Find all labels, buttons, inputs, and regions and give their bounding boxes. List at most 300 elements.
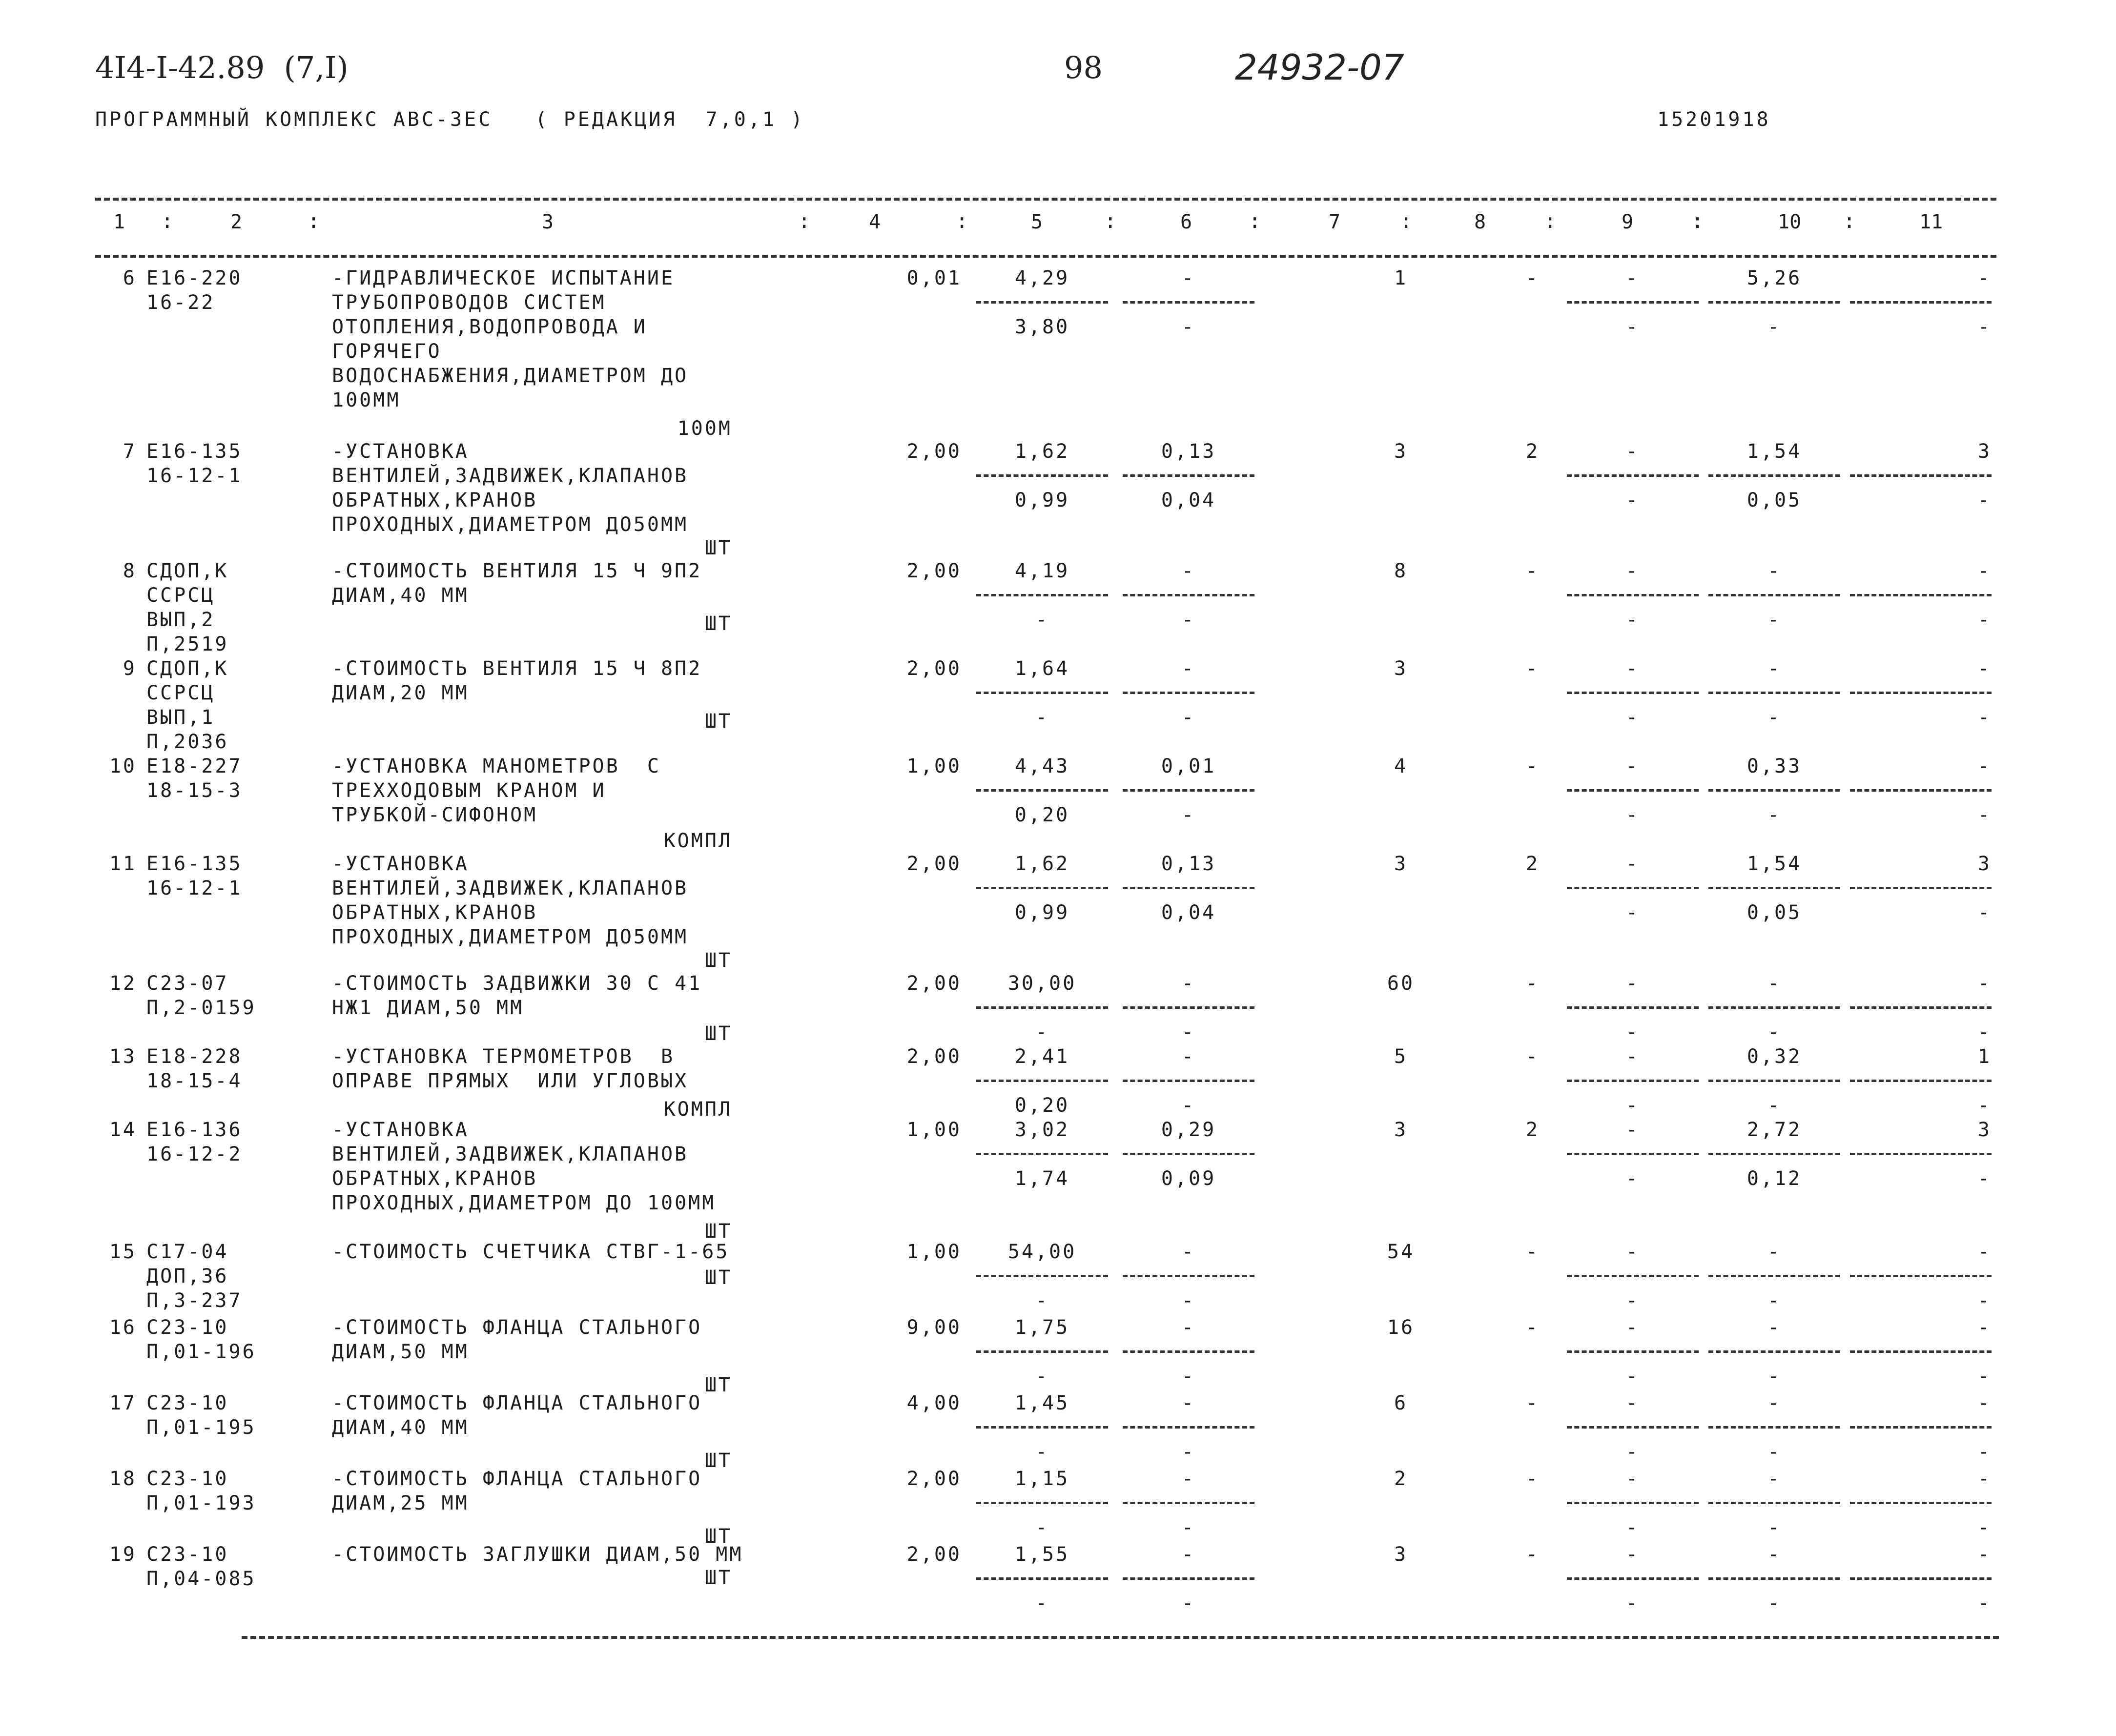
machine-cost: 0,29: [1161, 1119, 1216, 1141]
unit-of-measure: ШТ: [704, 949, 732, 972]
machine-total: -: [1625, 853, 1640, 875]
machine-cost: -: [1181, 1241, 1196, 1263]
page-number: 98: [1064, 50, 1103, 85]
machine-cost-wages: -: [1181, 1021, 1196, 1043]
subtotal-dash-line: [1708, 1502, 1840, 1504]
col-separator: :: [1843, 209, 1856, 233]
rate-code: С23-10 П,01-195: [146, 1392, 256, 1439]
labor-total-machinists: -: [1977, 1167, 1992, 1190]
subtotal-dash-line: [1708, 594, 1840, 596]
labor-per-unit-machinists: -: [1767, 1021, 1782, 1043]
unit-cost: 4,19: [1014, 560, 1070, 582]
machine-total: -: [1625, 1316, 1640, 1339]
work-description: -СТОИМОСТЬ ФЛАНЦА СТАЛЬНОГО ДИАМ,50 ММ: [332, 1316, 702, 1363]
row-number: 15: [109, 1241, 137, 1263]
machine-total: -: [1625, 440, 1640, 463]
row-number: 17: [109, 1392, 137, 1414]
quantity: 2,00: [906, 1468, 962, 1490]
rate-code: Е16-135 16-12-1: [146, 440, 243, 487]
subtotal-dash-line: [1708, 1006, 1840, 1009]
machine-cost-wages: 0,09: [1161, 1167, 1216, 1190]
total-cost: 3: [1394, 657, 1408, 680]
subtotal-dash-line: [1850, 1350, 1992, 1353]
subtotal-dash-line: [1708, 1350, 1840, 1353]
machine-total: -: [1625, 1392, 1640, 1414]
machine-total-wages: -: [1625, 316, 1640, 338]
labor-total-machinists: -: [1977, 1094, 1992, 1117]
subtotal-dash-line: [976, 1426, 1108, 1429]
work-description: -УСТАНОВКА ВЕНТИЛЕЙ,ЗАДВИЖЕК,КЛАПАНОВ ОБРАТНЫХ,КРАНОВ ПРОХОДНЫХ,ДИАМЕТРОМ ДО50ММ: [332, 853, 689, 948]
col-number-6: 6: [1180, 211, 1192, 233]
labor-per-unit: 0,32: [1746, 1045, 1802, 1068]
labor-total-machinists: -: [1977, 901, 1992, 924]
subtotal-dash-line: [1850, 301, 1992, 304]
total-cost: 1: [1394, 267, 1408, 289]
machine-cost-wages: -: [1181, 1094, 1196, 1117]
row-number: 10: [109, 755, 137, 777]
subtotal-dash-line: [1708, 789, 1840, 792]
subtotal-dash-line: [976, 474, 1108, 477]
unit-cost: 2,41: [1014, 1045, 1070, 1068]
work-description: -СТОИМОСТЬ ВЕНТИЛЯ 15 Ч 8П2 ДИАМ,20 ММ: [332, 657, 702, 704]
labor-total: -: [1977, 1392, 1992, 1414]
subtotal-dash-line: [1850, 474, 1992, 477]
subtotal-dash-line: [1123, 301, 1254, 304]
subtotal-dash-line: [1850, 1275, 1992, 1277]
labor-per-unit: -: [1767, 1468, 1782, 1490]
row-number: 8: [123, 560, 137, 582]
subtotal-dash-line: [1850, 1153, 1992, 1155]
unit-of-measure: ШТ: [704, 710, 732, 733]
subtotal-dash-line: [1567, 1153, 1699, 1155]
wages-total: -: [1525, 1543, 1540, 1566]
col-number-5: 5: [1031, 211, 1043, 233]
total-cost: 3: [1394, 1543, 1408, 1566]
machine-cost: -: [1181, 657, 1196, 680]
labor-total-machinists: -: [1977, 1441, 1992, 1463]
subtotal-dash-line: [1567, 1275, 1699, 1277]
subtotal-dash-line: [1567, 1006, 1699, 1009]
machine-cost-wages: -: [1181, 706, 1196, 729]
subtotal-dash-line: [976, 1275, 1108, 1277]
subtotal-dash-line: [1123, 1153, 1254, 1155]
subtotal-dash-line: [1123, 1006, 1254, 1009]
subtotal-dash-line: [976, 1502, 1108, 1504]
quantity: 0,01: [906, 267, 962, 289]
unit-cost-wages: -: [1035, 1021, 1049, 1043]
unit-cost: 1,64: [1014, 657, 1070, 680]
labor-total: -: [1977, 560, 1992, 582]
labor-total: -: [1977, 1316, 1992, 1339]
handwritten-number: 24932-07: [1235, 47, 1404, 88]
labor-total: -: [1977, 755, 1992, 777]
unit-cost: 1,55: [1014, 1543, 1070, 1566]
wages-total: -: [1525, 1241, 1540, 1263]
subtotal-dash-line: [1567, 887, 1699, 889]
labor-per-unit-machinists: -: [1767, 1441, 1782, 1463]
machine-total-wages: -: [1625, 1167, 1640, 1190]
subtotal-dash-line: [976, 692, 1108, 694]
unit-cost-wages: -: [1035, 1516, 1049, 1539]
unit-of-measure: ШТ: [704, 613, 732, 635]
machine-cost-wages: -: [1181, 1441, 1196, 1463]
subtotal-dash-line: [1708, 1153, 1840, 1155]
col-separator: :: [1691, 209, 1704, 233]
machine-total: -: [1625, 1468, 1640, 1490]
labor-total: -: [1977, 972, 1992, 995]
labor-total-machinists: -: [1977, 609, 1992, 631]
labor-per-unit: -: [1767, 657, 1782, 680]
machine-cost: -: [1181, 267, 1196, 289]
row-number: 18: [109, 1468, 137, 1490]
labor-per-unit-machinists: -: [1767, 1289, 1782, 1312]
machine-total-wages: -: [1625, 489, 1640, 511]
rate-code: Е18-228 18-15-4: [146, 1045, 243, 1092]
rate-code: С17-04 ДОП,36 П,3-237: [146, 1241, 243, 1312]
rate-code: С23-10 П,04-085: [146, 1543, 256, 1590]
subtotal-dash-line: [1708, 692, 1840, 694]
labor-per-unit-machinists: 0,12: [1746, 1167, 1802, 1190]
labor-per-unit-machinists: -: [1767, 1365, 1782, 1388]
subtotal-dash-line: [1708, 301, 1840, 304]
unit-cost-wages: 0,20: [1014, 804, 1070, 826]
labor-per-unit-machinists: -: [1767, 804, 1782, 826]
subtotal-dash-line: [1567, 692, 1699, 694]
rate-code: С23-07 П,2-0159: [146, 972, 256, 1019]
labor-total: -: [1977, 1241, 1992, 1263]
row-number: 16: [109, 1316, 137, 1339]
labor-total: 3: [1977, 1119, 1992, 1141]
col-separator: :: [1544, 209, 1557, 233]
subtotal-dash-line: [976, 301, 1108, 304]
wages-total: -: [1525, 972, 1540, 995]
labor-total: 3: [1977, 853, 1992, 875]
unit-cost: 1,15: [1014, 1468, 1070, 1490]
subtotal-dash-line: [1123, 692, 1254, 694]
col-number-4: 4: [869, 211, 881, 233]
subtotal-dash-line: [1708, 1577, 1840, 1580]
work-description: -ГИДРАВЛИЧЕСКОЕ ИСПЫТАНИЕ ТРУБОПРОВОДОВ СИСТЕМ ОТОПЛЕНИЯ,ВОДОПРОВОДА И ГОРЯЧЕГО ВОДОСНАБЖЕНИЯ,ДИАМЕТРОМ ДО 100ММ: [332, 267, 689, 411]
work-description: -СТОИМОСТЬ ФЛАНЦА СТАЛЬНОГО ДИАМ,40 ММ: [332, 1392, 702, 1439]
subtotal-dash-line: [1123, 594, 1254, 596]
subtotal-dash-line: [1708, 474, 1840, 477]
machine-cost: -: [1181, 1045, 1196, 1068]
unit-cost-wages: -: [1035, 1289, 1049, 1312]
unit-of-measure: ШТ: [704, 1450, 732, 1472]
total-cost: 2: [1394, 1468, 1408, 1490]
machine-cost-wages: -: [1181, 1365, 1196, 1388]
wages-total: -: [1525, 560, 1540, 582]
machine-total: -: [1625, 972, 1640, 995]
machine-cost-wages: -: [1181, 804, 1196, 826]
labor-total-machinists: -: [1977, 804, 1992, 826]
row-number: 6: [123, 267, 137, 289]
wages-total: -: [1525, 755, 1540, 777]
col-number-3: 3: [542, 211, 554, 233]
labor-per-unit-machinists: 0,05: [1746, 489, 1802, 511]
wages-total: -: [1525, 1468, 1540, 1490]
quantity: 1,00: [906, 1241, 962, 1263]
wages-total: 2: [1525, 1119, 1540, 1141]
unit-cost: 4,29: [1014, 267, 1070, 289]
unit-cost: 3,02: [1014, 1119, 1070, 1141]
col-separator: :: [308, 209, 320, 233]
labor-per-unit: 2,72: [1746, 1119, 1802, 1141]
unit-cost: 4,43: [1014, 755, 1070, 777]
unit-cost-wages: 0,20: [1014, 1094, 1070, 1117]
program-code: 15201918: [1657, 108, 1771, 131]
machine-total-wages: -: [1625, 1094, 1640, 1117]
subtotal-dash-line: [1708, 887, 1840, 889]
subtotal-dash-line: [976, 1350, 1108, 1353]
unit-of-measure: ШТ: [704, 1022, 732, 1045]
machine-cost-wages: -: [1181, 1592, 1196, 1614]
machine-total-wages: -: [1625, 609, 1640, 631]
labor-total: -: [1977, 657, 1992, 680]
labor-per-unit-machinists: -: [1767, 609, 1782, 631]
col-number-10: 10: [1778, 211, 1802, 233]
subtotal-dash-line: [976, 594, 1108, 596]
rate-code: Е18-227 18-15-3: [146, 755, 243, 802]
subtotal-dash-line: [1123, 789, 1254, 792]
machine-cost-wages: -: [1181, 316, 1196, 338]
labor-total-machinists: -: [1977, 1021, 1992, 1043]
machine-total-wages: -: [1625, 901, 1640, 924]
labor-per-unit: -: [1767, 1241, 1782, 1263]
unit-of-measure: ШТ: [704, 1567, 732, 1589]
machine-cost: -: [1181, 1468, 1196, 1490]
machine-total-wages: -: [1625, 706, 1640, 729]
labor-per-unit: -: [1767, 1543, 1782, 1566]
unit-of-measure: КОМПЛ: [663, 830, 732, 852]
table-header-rule: [95, 255, 1996, 258]
unit-cost-wages: 0,99: [1014, 489, 1070, 511]
subtotal-dash-line: [1850, 1080, 1992, 1082]
machine-total-wages: -: [1625, 1441, 1640, 1463]
labor-total: 3: [1977, 440, 1992, 463]
total-cost: 5: [1394, 1045, 1408, 1068]
machine-total: -: [1625, 755, 1640, 777]
machine-cost-wages: -: [1181, 609, 1196, 631]
machine-total-wages: -: [1625, 1021, 1640, 1043]
subtotal-dash-line: [976, 1006, 1108, 1009]
unit-of-measure: ШТ: [704, 1525, 732, 1548]
quantity: 2,00: [906, 1045, 962, 1068]
machine-total: -: [1625, 657, 1640, 680]
machine-cost: 0,01: [1161, 755, 1216, 777]
unit-cost-wages: -: [1035, 609, 1049, 631]
labor-total-machinists: -: [1977, 489, 1992, 511]
labor-total-machinists: -: [1977, 1592, 1992, 1614]
labor-per-unit: 1,54: [1746, 440, 1802, 463]
col-number-7: 7: [1329, 211, 1341, 233]
unit-of-measure: 100М: [677, 417, 732, 440]
row-number: 11: [109, 853, 137, 875]
subtotal-dash-line: [1850, 692, 1992, 694]
labor-per-unit-machinists: -: [1767, 706, 1782, 729]
labor-per-unit: 0,33: [1746, 755, 1802, 777]
quantity: 1,00: [906, 755, 962, 777]
machine-total: -: [1625, 1241, 1640, 1263]
row-number: 14: [109, 1119, 137, 1141]
machine-cost-wages: 0,04: [1161, 901, 1216, 924]
labor-per-unit: -: [1767, 560, 1782, 582]
col-number-8: 8: [1474, 211, 1486, 233]
subtotal-dash-line: [1567, 1350, 1699, 1353]
machine-total: -: [1625, 1045, 1640, 1068]
wages-total: 2: [1525, 440, 1540, 463]
work-description: -СТОИМОСТЬ ФЛАНЦА СТАЛЬНОГО ДИАМ,25 ММ: [332, 1468, 702, 1514]
row-number: 13: [109, 1045, 137, 1068]
labor-total-machinists: -: [1977, 316, 1992, 338]
wages-total: -: [1525, 1392, 1540, 1414]
work-description: -СТОИМОСТЬ СЧЕТЧИКА СТВГ-1-65: [332, 1241, 730, 1263]
total-cost: 16: [1387, 1316, 1415, 1339]
subtotal-dash-line: [1123, 1502, 1254, 1504]
labor-per-unit: -: [1767, 972, 1782, 995]
work-description: -СТОИМОСТЬ ВЕНТИЛЯ 15 Ч 9П2 ДИАМ,40 ММ: [332, 560, 702, 607]
labor-per-unit-machinists: -: [1767, 1094, 1782, 1117]
row-number: 19: [109, 1543, 137, 1566]
document-code: 4I4-I-42.89 (7,I): [95, 50, 349, 85]
machine-total-wages: -: [1625, 1516, 1640, 1539]
machine-cost: 0,13: [1161, 853, 1216, 875]
subtotal-dash-line: [1123, 1275, 1254, 1277]
subtotal-dash-line: [1850, 1006, 1992, 1009]
subtotal-dash-line: [1567, 301, 1699, 304]
subtotal-dash-line: [1567, 789, 1699, 792]
subtotal-dash-line: [1567, 1577, 1699, 1580]
unit-of-measure: ШТ: [704, 537, 732, 559]
unit-cost-wages: 0,99: [1014, 901, 1070, 924]
rate-code: СДОП,К ССРСЦ ВЫП,1 П,2036: [146, 657, 229, 753]
quantity: 2,00: [906, 972, 962, 995]
machine-total: -: [1625, 1543, 1640, 1566]
subtotal-dash-line: [1850, 1426, 1992, 1429]
subtotal-dash-line: [1850, 594, 1992, 596]
wages-total: -: [1525, 1316, 1540, 1339]
labor-per-unit: -: [1767, 1392, 1782, 1414]
labor-per-unit: 5,26: [1746, 267, 1802, 289]
machine-total-wages: -: [1625, 1592, 1640, 1614]
labor-total: -: [1977, 267, 1992, 289]
work-description: -СТОИМОСТЬ ЗАДВИЖКИ 30 С 41 НЖ1 ДИАМ,50 ММ: [332, 972, 702, 1019]
machine-cost: -: [1181, 1316, 1196, 1339]
total-cost: 60: [1387, 972, 1415, 995]
subtotal-dash-line: [1123, 1577, 1254, 1580]
subtotal-dash-line: [1123, 1350, 1254, 1353]
subtotal-dash-line: [1850, 1577, 1992, 1580]
work-description: -УСТАНОВКА ТЕРМОМЕТРОВ В ОПРАВЕ ПРЯМЫХ ИЛИ УГЛОВЫХ: [332, 1045, 689, 1092]
labor-total: -: [1977, 1543, 1992, 1566]
quantity: 2,00: [906, 1543, 962, 1566]
unit-cost: 1,75: [1014, 1316, 1070, 1339]
total-cost: 8: [1394, 560, 1408, 582]
labor-per-unit-machinists: 0,05: [1746, 901, 1802, 924]
rate-code: СДОП,К ССРСЦ ВЫП,2 П,2519: [146, 560, 229, 655]
subtotal-dash-line: [976, 1080, 1108, 1082]
subtotal-dash-line: [1850, 1502, 1992, 1504]
subtotal-dash-line: [976, 789, 1108, 792]
labor-per-unit-machinists: -: [1767, 1592, 1782, 1614]
rate-code: С23-10 П,01-196: [146, 1316, 256, 1363]
labor-per-unit-machinists: -: [1767, 316, 1782, 338]
total-cost: 4: [1394, 755, 1408, 777]
labor-per-unit-machinists: -: [1767, 1516, 1782, 1539]
unit-of-measure: ШТ: [704, 1266, 732, 1289]
col-number-11: 11: [1919, 211, 1943, 233]
col-separator: :: [1400, 209, 1413, 233]
subtotal-dash-line: [1567, 1502, 1699, 1504]
work-description: -УСТАНОВКА ВЕНТИЛЕЙ,ЗАДВИЖЕК,КЛАПАНОВ ОБРАТНЫХ,КРАНОВ ПРОХОДНЫХ,ДИАМЕТРОМ ДО 100ММ: [332, 1119, 716, 1214]
col-separator: :: [956, 209, 968, 233]
subtotal-dash-line: [1850, 789, 1992, 792]
col-number-2: 2: [230, 211, 243, 233]
machine-total: -: [1625, 560, 1640, 582]
quantity: 2,00: [906, 657, 962, 680]
row-number: 9: [123, 657, 137, 680]
rate-code: Е16-220 16-22: [146, 267, 243, 314]
quantity: 2,00: [906, 440, 962, 463]
total-cost: 3: [1394, 440, 1408, 463]
unit-of-measure: КОМПЛ: [663, 1098, 732, 1121]
machine-cost: -: [1181, 1392, 1196, 1414]
unit-of-measure: ШТ: [704, 1220, 732, 1243]
wages-total: -: [1525, 657, 1540, 680]
unit-cost-wages: -: [1035, 1365, 1049, 1388]
quantity: 9,00: [906, 1316, 962, 1339]
rate-code: Е16-136 16-12-2: [146, 1119, 243, 1165]
unit-cost-wages: 3,80: [1014, 316, 1070, 338]
labor-total-machinists: -: [1977, 706, 1992, 729]
labor-total: 1: [1977, 1045, 1992, 1068]
rate-code: С23-10 П,01-193: [146, 1468, 256, 1514]
table-bottom-rule: [242, 1636, 1999, 1639]
program-line: ПРОГРАММНЫЙ КОМПЛЕКС АВС-3ЕС ( РЕДАКЦИЯ 7,0,1 ): [95, 108, 805, 131]
labor-total-machinists: -: [1977, 1516, 1992, 1539]
quantity: 2,00: [906, 560, 962, 582]
machine-total: -: [1625, 1119, 1640, 1141]
machine-cost-wages: -: [1181, 1289, 1196, 1312]
unit-cost-wages: -: [1035, 1592, 1049, 1614]
unit-cost: 1,62: [1014, 853, 1070, 875]
wages-total: -: [1525, 267, 1540, 289]
machine-total-wages: -: [1625, 1365, 1640, 1388]
unit-cost: 30,00: [1007, 972, 1077, 995]
col-separator: :: [1249, 209, 1261, 233]
labor-total-machinists: -: [1977, 1289, 1992, 1312]
work-description: -УСТАНОВКА МАНОМЕТРОВ С ТРЕХХОДОВЫМ КРАНОМ И ТРУБКОЙ-СИФОНОМ: [332, 755, 661, 826]
quantity: 4,00: [906, 1392, 962, 1414]
machine-cost: 0,13: [1161, 440, 1216, 463]
subtotal-dash-line: [976, 1577, 1108, 1580]
work-description: -СТОИМОСТЬ ЗАГЛУШКИ ДИАМ,50 ММ: [332, 1543, 743, 1566]
unit-cost: 54,00: [1007, 1241, 1077, 1263]
machine-total-wages: -: [1625, 804, 1640, 826]
row-number: 12: [109, 972, 137, 995]
subtotal-dash-line: [1123, 1080, 1254, 1082]
col-number-9: 9: [1622, 211, 1634, 233]
subtotal-dash-line: [976, 1153, 1108, 1155]
total-cost: 54: [1387, 1241, 1415, 1263]
col-separator: :: [1104, 209, 1117, 233]
table-top-rule: [95, 198, 1996, 201]
machine-cost-wages: 0,04: [1161, 489, 1216, 511]
unit-cost-wages: -: [1035, 706, 1049, 729]
quantity: 1,00: [906, 1119, 962, 1141]
subtotal-dash-line: [1708, 1426, 1840, 1429]
col-separator: :: [161, 209, 174, 233]
